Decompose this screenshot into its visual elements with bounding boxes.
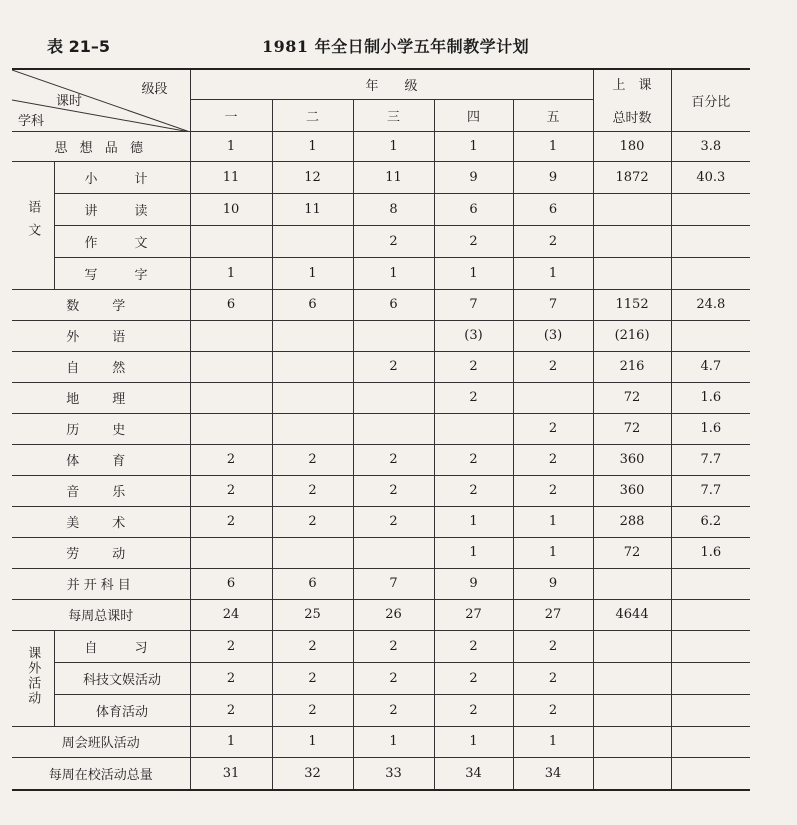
row-label: 小 计 — [54, 161, 190, 193]
group-label-text: 语文 — [25, 200, 41, 246]
cell: 2 — [272, 694, 353, 726]
cell: 2 — [272, 444, 353, 475]
teaching-plan-table — [12, 68, 750, 791]
cell: 2 — [272, 475, 353, 506]
cell — [272, 351, 353, 382]
cell: 11 — [353, 161, 434, 193]
cell — [190, 537, 272, 568]
cell: 6 — [513, 193, 593, 225]
group-label-chinese — [12, 161, 54, 289]
total-hours-line-2: 总时数 — [612, 111, 652, 127]
grade-5: 五 — [513, 99, 593, 131]
cell-total: 180 — [593, 131, 671, 161]
row-label: 写 字 — [54, 257, 190, 289]
row-foreign — [12, 320, 750, 351]
cell: 24 — [190, 599, 272, 630]
row-label: 美 术 — [12, 506, 190, 537]
cell — [190, 413, 272, 444]
cell: 32 — [272, 757, 353, 790]
cell: 2 — [353, 694, 434, 726]
cell — [353, 413, 434, 444]
cell — [272, 413, 353, 444]
cell-percent — [671, 599, 750, 630]
cell: 34 — [434, 757, 513, 790]
cell-total: 1152 — [593, 289, 671, 320]
row-label: 并开科目 — [12, 568, 190, 599]
row-sci-tech-activities — [12, 662, 750, 694]
cell-total: 288 — [593, 506, 671, 537]
cell: 1 — [272, 257, 353, 289]
cell: 1 — [353, 257, 434, 289]
cell: 1 — [434, 537, 513, 568]
row-history — [12, 413, 750, 444]
row-music — [12, 475, 750, 506]
cell: 7 — [513, 289, 593, 320]
grade-1: 一 — [190, 99, 272, 131]
row-lang-subtotal — [12, 161, 750, 193]
cell: 34 — [513, 757, 593, 790]
total-hours-header — [593, 69, 671, 131]
cell-percent — [671, 257, 750, 289]
cell: 1 — [513, 506, 593, 537]
row-weekly-total — [12, 599, 750, 630]
cell: 2 — [353, 506, 434, 537]
cell — [434, 413, 513, 444]
cell: 31 — [190, 757, 272, 790]
cell-total: 360 — [593, 475, 671, 506]
cell-total: 216 — [593, 351, 671, 382]
grade-3: 三 — [353, 99, 434, 131]
cell — [190, 225, 272, 257]
cell: 2 — [190, 506, 272, 537]
cell — [272, 382, 353, 413]
cell: 2 — [513, 475, 593, 506]
cell-percent — [671, 662, 750, 694]
cell: 27 — [434, 599, 513, 630]
cell-percent: 6.2 — [671, 506, 750, 537]
cell: 6 — [272, 568, 353, 599]
cell-total: 72 — [593, 382, 671, 413]
cell: 2 — [353, 444, 434, 475]
cell-total: 4644 — [593, 599, 671, 630]
cell: 1 — [434, 506, 513, 537]
cell: 11 — [272, 193, 353, 225]
cell — [353, 537, 434, 568]
cell: 6 — [190, 289, 272, 320]
cell-total — [593, 694, 671, 726]
cell-percent — [671, 320, 750, 351]
cell-percent — [671, 726, 750, 757]
row-label: 自 然 — [12, 351, 190, 382]
cell: (3) — [434, 320, 513, 351]
cell: 2 — [353, 662, 434, 694]
cell: 1 — [513, 726, 593, 757]
cell — [190, 320, 272, 351]
cell: 2 — [513, 413, 593, 444]
table-title: 1981 年全日制小学五年制教学计划 — [262, 37, 530, 56]
row-sports-activities — [12, 694, 750, 726]
cell — [513, 382, 593, 413]
cell: 2 — [353, 351, 434, 382]
cell: 1 — [272, 726, 353, 757]
cell: 2 — [353, 475, 434, 506]
row-label: 体育活动 — [54, 694, 190, 726]
row-composition — [12, 225, 750, 257]
row-reading — [12, 193, 750, 225]
row-label: 每周总课时 — [12, 599, 190, 630]
row-label: 外 语 — [12, 320, 190, 351]
cell: 2 — [190, 475, 272, 506]
cell-total — [593, 257, 671, 289]
cell-total: 72 — [593, 413, 671, 444]
cell: 2 — [513, 444, 593, 475]
row-label: 作 文 — [54, 225, 190, 257]
cell: 1 — [513, 257, 593, 289]
cell-percent — [671, 193, 750, 225]
cell: 2 — [190, 662, 272, 694]
row-geography — [12, 382, 750, 413]
cell: 6 — [190, 568, 272, 599]
cell-percent: 1.6 — [671, 537, 750, 568]
cell: 2 — [434, 630, 513, 662]
cell: 2 — [513, 630, 593, 662]
cell: 2 — [434, 382, 513, 413]
cell-total: 72 — [593, 537, 671, 568]
row-labor — [12, 537, 750, 568]
table-number: 表 21–5 — [47, 37, 110, 56]
cell — [272, 537, 353, 568]
corner-level-label: 级段 — [141, 82, 168, 97]
cell: 1 — [353, 131, 434, 161]
corner-hours-label: 课时 — [56, 94, 83, 109]
cell-total — [593, 193, 671, 225]
corner-header — [12, 69, 190, 131]
cell-percent — [671, 630, 750, 662]
cell: 25 — [272, 599, 353, 630]
cell: 1 — [513, 131, 593, 161]
row-label: 音 乐 — [12, 475, 190, 506]
cell: 2 — [353, 630, 434, 662]
header-row-1 — [12, 69, 750, 99]
corner-subject-label: 学科 — [18, 114, 45, 129]
cell-total — [593, 225, 671, 257]
cell: 2 — [272, 630, 353, 662]
row-moral — [12, 131, 750, 161]
row-self-study — [12, 630, 750, 662]
cell-percent: 7.7 — [671, 475, 750, 506]
cell: 10 — [190, 193, 272, 225]
cell: 2 — [190, 694, 272, 726]
cell-percent: 24.8 — [671, 289, 750, 320]
cell-total — [593, 568, 671, 599]
cell — [272, 320, 353, 351]
cell: 11 — [190, 161, 272, 193]
cell-total — [593, 630, 671, 662]
cell-percent — [671, 757, 750, 790]
cell: 12 — [272, 161, 353, 193]
cell-percent — [671, 568, 750, 599]
cell-total — [593, 726, 671, 757]
cell: 1 — [434, 131, 513, 161]
cell: 1 — [434, 257, 513, 289]
cell: 2 — [434, 225, 513, 257]
cell: 1 — [434, 726, 513, 757]
grade-header: 年 级 — [190, 69, 593, 99]
cell-total — [593, 757, 671, 790]
cell: 33 — [353, 757, 434, 790]
cell-total — [593, 662, 671, 694]
percent-header: 百分比 — [671, 69, 750, 131]
cell — [353, 320, 434, 351]
grade-4: 四 — [434, 99, 513, 131]
cell: 1 — [190, 131, 272, 161]
cell: 2 — [434, 444, 513, 475]
cell: 1 — [272, 131, 353, 161]
cell: 8 — [353, 193, 434, 225]
grade-2: 二 — [272, 99, 353, 131]
cell-total: 360 — [593, 444, 671, 475]
row-label: 每周在校活动总量 — [12, 757, 190, 790]
group-label-extracurricular — [12, 630, 54, 726]
cell: 1 — [190, 726, 272, 757]
cell: 6 — [272, 289, 353, 320]
cell — [353, 382, 434, 413]
cell-percent: 3.8 — [671, 131, 750, 161]
row-total-activity — [12, 757, 750, 790]
cell: 9 — [434, 161, 513, 193]
cell — [190, 382, 272, 413]
cell: 2 — [434, 662, 513, 694]
cell: 2 — [513, 694, 593, 726]
row-label: 地 理 — [12, 382, 190, 413]
row-label: 思 想 品 德 — [12, 131, 190, 161]
row-writing — [12, 257, 750, 289]
row-label: 数 学 — [12, 289, 190, 320]
row-class-meeting — [12, 726, 750, 757]
cell — [190, 351, 272, 382]
cell: 7 — [353, 568, 434, 599]
cell: 2 — [434, 694, 513, 726]
cell — [272, 225, 353, 257]
cell-percent: 7.7 — [671, 444, 750, 475]
cell-total: 1872 — [593, 161, 671, 193]
row-label: 讲 读 — [54, 193, 190, 225]
row-art — [12, 506, 750, 537]
cell: 1 — [513, 537, 593, 568]
cell: 6 — [353, 289, 434, 320]
cell-percent — [671, 694, 750, 726]
cell: 2 — [353, 225, 434, 257]
cell: 7 — [434, 289, 513, 320]
cell: 2 — [190, 444, 272, 475]
cell: 9 — [513, 161, 593, 193]
cell: 27 — [513, 599, 593, 630]
row-label: 劳 动 — [12, 537, 190, 568]
cell-total: (216) — [593, 320, 671, 351]
cell-percent: 1.6 — [671, 413, 750, 444]
cell-percent — [671, 225, 750, 257]
cell: 9 — [513, 568, 593, 599]
cell: 2 — [272, 662, 353, 694]
group-label-text: 课外活动 — [25, 646, 41, 706]
cell: 26 — [353, 599, 434, 630]
cell: 1 — [190, 257, 272, 289]
row-label: 周会班队活动 — [12, 726, 190, 757]
cell: 9 — [434, 568, 513, 599]
table-header — [47, 34, 757, 58]
row-math — [12, 289, 750, 320]
cell: 1 — [353, 726, 434, 757]
cell-percent: 4.7 — [671, 351, 750, 382]
cell: 2 — [513, 225, 593, 257]
row-label: 历 史 — [12, 413, 190, 444]
row-pe — [12, 444, 750, 475]
cell: 6 — [434, 193, 513, 225]
row-label: 自 习 — [54, 630, 190, 662]
cell: 2 — [190, 630, 272, 662]
cell: (3) — [513, 320, 593, 351]
cell-percent: 40.3 — [671, 161, 750, 193]
cell: 2 — [513, 351, 593, 382]
cell-percent: 1.6 — [671, 382, 750, 413]
row-label: 体 育 — [12, 444, 190, 475]
cell: 2 — [434, 475, 513, 506]
row-parallel-subjects — [12, 568, 750, 599]
total-hours-line-1: 上 课 — [612, 78, 652, 94]
cell: 2 — [513, 662, 593, 694]
cell: 2 — [434, 351, 513, 382]
row-label: 科技文娱活动 — [54, 662, 190, 694]
cell: 2 — [272, 506, 353, 537]
row-nature — [12, 351, 750, 382]
